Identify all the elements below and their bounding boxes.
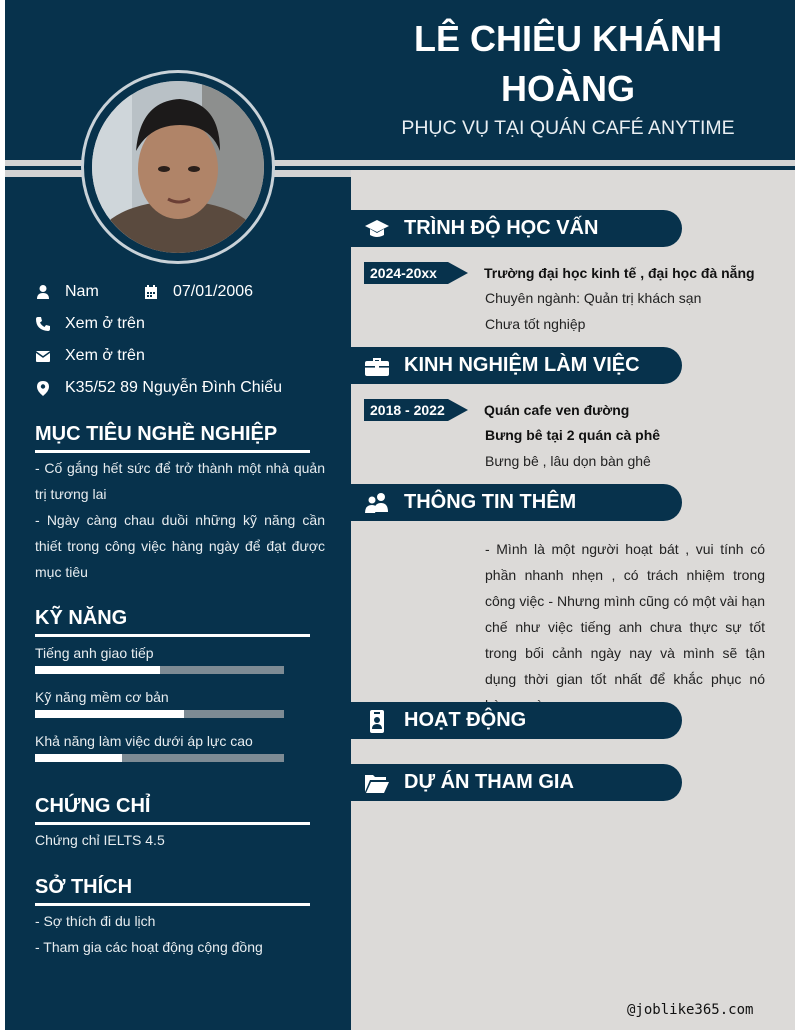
education-period: 2024-20xx bbox=[370, 265, 437, 281]
experience-position: Bưng bê tại 2 quán cà phê bbox=[485, 427, 661, 443]
map-pin-icon bbox=[35, 380, 51, 396]
phone-row bbox=[35, 315, 145, 333]
education-date-tag bbox=[364, 262, 468, 284]
objective-text bbox=[35, 455, 325, 585]
calendar-icon bbox=[143, 284, 159, 300]
envelope-icon bbox=[35, 348, 51, 364]
name-line-1: LÊ CHIÊU KHÁNH bbox=[413, 18, 722, 59]
skill-label: Tiếng anh giao tiếp bbox=[35, 645, 154, 661]
birthdate-row bbox=[143, 283, 253, 301]
user-icon bbox=[35, 284, 51, 300]
hobbies-text bbox=[35, 908, 325, 960]
gender-value: Nam bbox=[65, 283, 99, 300]
id-badge-icon bbox=[364, 708, 390, 734]
activities-section-header bbox=[351, 702, 682, 739]
experience-period: 2018 - 2022 bbox=[370, 402, 445, 418]
resume-page bbox=[5, 0, 795, 1030]
skill-label: Kỹ năng mềm cơ bản bbox=[35, 689, 169, 705]
certificate-text: Chứng chỉ IELTS 4.5 bbox=[35, 832, 165, 848]
skill-label: Khả năng làm việc dưới áp lực cao bbox=[35, 733, 253, 749]
email-value: Xem ở trên bbox=[65, 347, 145, 364]
certificates-heading: CHỨNG CHỈ bbox=[35, 795, 310, 825]
avatar bbox=[92, 81, 264, 253]
more-info-section-header bbox=[351, 484, 682, 521]
avatar-frame bbox=[81, 70, 275, 264]
skill-level bbox=[35, 754, 122, 762]
candidate-name bbox=[350, 14, 786, 114]
experience-company: Quán cafe ven đường bbox=[484, 402, 630, 418]
address-row bbox=[35, 379, 282, 397]
skills-heading: KỸ NĂNG bbox=[35, 607, 310, 637]
gender-row bbox=[35, 283, 99, 301]
skill-level bbox=[35, 666, 160, 674]
hobby-item: - Sợ thích đi du lịch bbox=[35, 913, 156, 929]
experience-heading: KINH NGHIỆM LÀM VIỆC bbox=[404, 354, 640, 376]
experience-section-header bbox=[351, 347, 682, 384]
experience-date-tag bbox=[364, 399, 468, 421]
address-value: K35/52 89 Nguyễn Đình Chiểu bbox=[65, 379, 283, 396]
graduation-cap-icon bbox=[364, 216, 390, 242]
birthdate-value: 07/01/2006 bbox=[173, 283, 254, 300]
avatar-portrait bbox=[92, 81, 264, 253]
skill-bar bbox=[35, 754, 284, 762]
phone-icon bbox=[35, 316, 51, 332]
folder-open-icon bbox=[364, 770, 390, 796]
education-major: Chuyên ngành: Quản trị khách sạn bbox=[485, 290, 702, 306]
users-icon bbox=[364, 490, 390, 516]
education-school: Trường đại học kinh tế , đại học đà nẵng bbox=[484, 265, 755, 281]
objective-item: - Cố gắng hết sức để trở thành một nhà quản trị tương lai bbox=[35, 460, 325, 502]
education-section-header bbox=[351, 210, 682, 247]
phone-value: Xem ở trên bbox=[65, 315, 145, 332]
hobby-item: - Tham gia các hoạt động cộng đồng bbox=[35, 939, 263, 955]
email-row bbox=[35, 347, 145, 365]
skill-bar bbox=[35, 710, 284, 718]
experience-duties: Bưng bê , lâu dọn bàn ghê bbox=[485, 453, 651, 469]
name-line-2: HOÀNG bbox=[501, 68, 635, 109]
education-status: Chưa tốt nghiệp bbox=[485, 316, 586, 332]
skill-bar bbox=[35, 666, 284, 674]
briefcase-icon bbox=[364, 353, 390, 379]
hobbies-heading: SỞ THÍCH bbox=[35, 876, 310, 906]
education-heading: TRÌNH ĐỘ HỌC VẤN bbox=[404, 217, 599, 239]
skill-level bbox=[35, 710, 184, 718]
more-info-heading: THÔNG TIN THÊM bbox=[404, 491, 577, 513]
objective-item: - Ngày càng chau duồi những kỹ năng cần thiết trong công việc hàng ngày để đạt được mục tiêu bbox=[35, 512, 325, 580]
job-title: PHỤC VỤ TẠI QUÁN CAFÉ ANYTIME bbox=[401, 117, 735, 139]
objective-heading: MỤC TIÊU NGHỀ NGHIỆP bbox=[35, 423, 310, 453]
activities-heading: HOẠT ĐỘNG bbox=[404, 709, 527, 731]
more-info-text: - Mình là một người hoạt bát , vui tính có phần nhanh nhẹn , có trách nhiệm trong công việc - Nhưng mình cũng có một vài hạn chế như việc tiếng anh chưa thực sự tốt trong bối cảnh ngày nay và mình sẽ tận dụng thời gian tốt nhất để khắc phục nó bbox=[485, 541, 765, 687]
projects-heading: DỰ ÁN THAM GIA bbox=[404, 771, 574, 793]
footer-watermark: @joblike365.com bbox=[627, 1002, 754, 1018]
projects-section-header bbox=[351, 764, 682, 801]
